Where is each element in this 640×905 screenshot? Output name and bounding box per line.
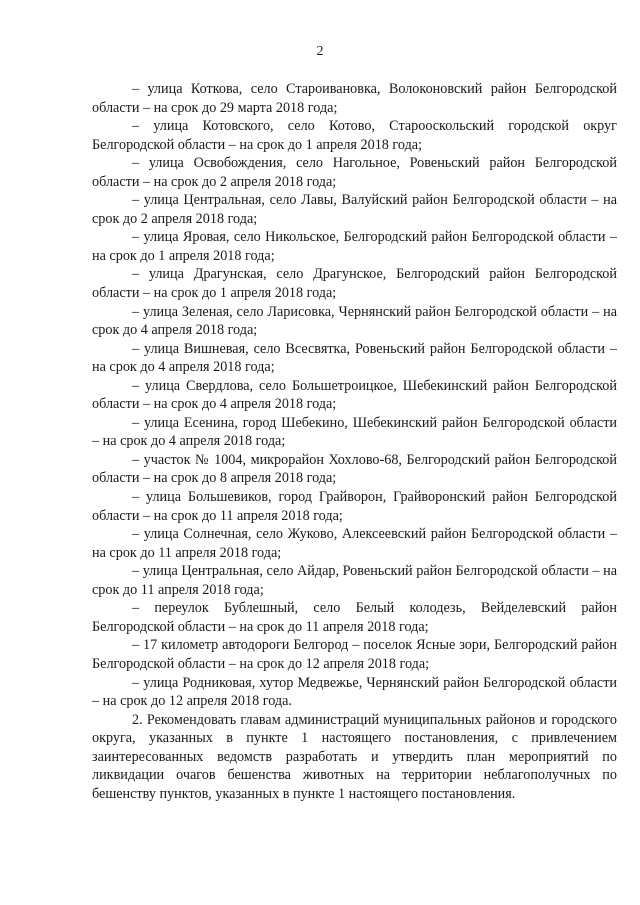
- paragraph-2: 2. Рекомендовать главам администраций муниципальных районов и городского округа, указанных в пункте 1 настоящего постановления, с привлечением заинтересованных ведомств разработать и утвердить план мероприятий по ликвидации очагов бешенства животных на территории неблагополучных по бешенству пунктов, указанных в пункте 1 настоящего постановления.: [92, 711, 617, 802]
- list-item: – улица Солнечная, село Жуково, Алексеевский район Белгородской области – на срок до 11 апреля 2018 года;: [92, 526, 617, 561]
- list-item: – улица Свердлова, село Большетроицкое, Шебекинский район Белгородской области – на срок до 4 апреля 2018 года;: [92, 377, 617, 413]
- list-item: – 17 километр автодороги Белгород – поселок Ясные зори, Белгородский район Белгородской области – на срок до 12 апреля 2018 года;: [92, 637, 617, 672]
- list-item: – улица Драгунская, село Драгунское, Белгородский район Белгородской области – на срок до 1 апреля 2018 года;: [92, 266, 617, 302]
- list-item: – улица Яровая, село Никольское, Белгородский район Белгородской области – на срок до 1 апреля 2018 года;: [92, 229, 617, 264]
- list-item: – улица Зеленая, село Ларисовка, Чернянский район Белгородской области – на срок до 4 апреля 2018 года;: [92, 303, 617, 339]
- list-item: – улица Вишневая, село Всесвятка, Ровеньский район Белгородской области – на срок до 4 апреля 2018 года;: [92, 340, 617, 376]
- document-body: [92, 80, 617, 803]
- list-item: – улица Коткова, село Староивановка, Волоконовский район Белгородской области – на срок до 29 марта 2018 года;: [92, 81, 617, 116]
- list-item: – улица Центральная, село Лавы, Валуйский район Белгородской области – на срок до 2 апреля 2018 года;: [92, 192, 617, 227]
- list-item: – улица Есенина, город Шебекино, Шебекинский район Белгородской области – на срок до 4 апреля 2018 года;: [92, 414, 617, 450]
- page-number: 2: [316, 44, 324, 59]
- list-item: – улица Большевиков, город Грайворон, Грайворонский район Белгородской области – на срок до 11 апреля 2018 года;: [92, 489, 617, 524]
- list-item: – улица Котовского, село Котово, Старооскольский городской округ Белгородской области – на срок до 1 апреля 2018 года;: [92, 118, 617, 153]
- list-item: – улица Родниковая, хутор Медвежье, Чернянский район Белгородской области – на срок до 12 апреля 2018 года.: [92, 674, 617, 710]
- list-item: – улица Освобождения, село Нагольное, Ровеньский район Белгородской области – на срок до 2 апреля 2018 года;: [92, 155, 617, 190]
- list-item: – улица Центральная, село Айдар, Ровеньский район Белгородской области – на срок до 11 апреля 2018 года;: [92, 563, 617, 598]
- list-item: – участок № 1004, микрорайон Хохлово-68, Белгородский район Белгородской области – на срок до 8 апреля 2018 года;: [92, 451, 617, 487]
- list-item: – переулок Бублешный, село Белый колодезь, Вейделевский район Белгородской области – на срок до 11 апреля 2018 года;: [92, 600, 617, 635]
